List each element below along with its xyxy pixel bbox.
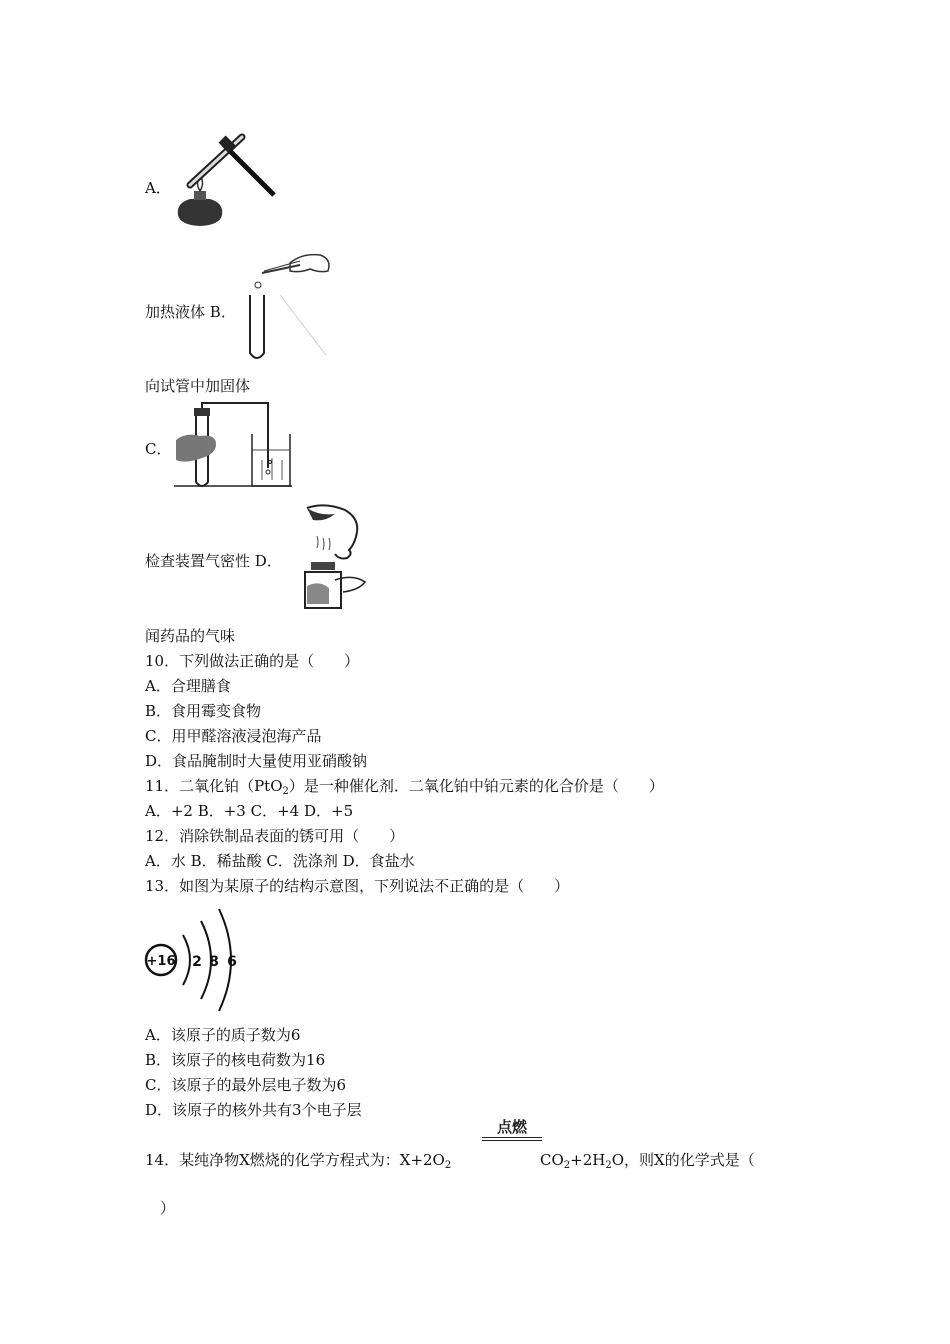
q12-options: A．水 B．稀盐酸 C．洗涤剂 D．食盐水 bbox=[145, 852, 415, 870]
q13-option-d: D．该原子的核外共有3个电子层 bbox=[145, 1101, 362, 1119]
q9-option-c-letter: C． bbox=[145, 440, 172, 458]
atom-nucleus-label: +16 bbox=[146, 954, 176, 969]
q9-option-d-caption: 闻药品的气味 bbox=[145, 627, 236, 645]
q14-h-sub: 2 bbox=[605, 1160, 612, 1171]
q11-stem-sub: 2 bbox=[282, 786, 289, 797]
q9-a-caption-b-letter bbox=[145, 302, 236, 322]
q9-option-a-caption: 加热液体 bbox=[145, 303, 206, 321]
q14-stem-before: 14．某纯净物X燃烧的化学方程式为：X+2O bbox=[145, 1151, 445, 1169]
atom-shell2-count: 8 bbox=[209, 954, 219, 970]
q14-stem-right bbox=[540, 1150, 755, 1176]
q11-options: A．+2 B．+3 C．+4 D．+5 bbox=[145, 802, 354, 820]
q10-option-a: A．合理膳食 bbox=[145, 677, 231, 695]
q10-option-b: B．食用霉变食物 bbox=[145, 702, 262, 720]
heating-liquid-figure bbox=[170, 125, 280, 235]
q9-option-d-letter: D． bbox=[254, 552, 282, 570]
q14-o2-sub: 2 bbox=[444, 1160, 452, 1171]
atom-structure-diagram bbox=[143, 905, 243, 1015]
q14-stem-left bbox=[145, 1150, 451, 1176]
q10-option-d: D．食品腌制时大量使用亚硝酸钠 bbox=[145, 752, 368, 770]
q9-option-b-letter: B． bbox=[209, 303, 236, 321]
equals-sign bbox=[482, 1137, 542, 1141]
q11-stem-before: 11．二氧化铂（PtO bbox=[145, 777, 283, 795]
q9-c-caption-d-letter bbox=[145, 551, 282, 571]
q10-option-c: C．用甲醛溶液浸泡海产品 bbox=[145, 727, 322, 745]
q9-option-a-letter: A． bbox=[145, 179, 171, 197]
q14-product-water: +2H bbox=[570, 1151, 606, 1169]
smelling-chemical-figure bbox=[295, 500, 370, 615]
q11-stem-after: ）是一种催化剂．二氧化铂中铂元素的化合价是（ ） bbox=[288, 777, 664, 795]
q10-stem: 10．下列做法正确的是（ ） bbox=[145, 652, 360, 670]
q9-option-c-caption: 检查装置气密性 bbox=[145, 552, 251, 570]
q11-stem bbox=[145, 776, 664, 802]
q14-close-paren: ） bbox=[160, 1199, 176, 1217]
q13-option-c: C．该原子的最外层电子数为6 bbox=[145, 1076, 347, 1094]
q13-stem: 13．如图为某原子的结构示意图，下列说法不正确的是（ ） bbox=[145, 877, 570, 895]
q13-option-a: A．该原子的质子数为6 bbox=[145, 1026, 301, 1044]
q14-stem-after: O，则X的化学式是（ bbox=[611, 1151, 755, 1169]
reaction-condition-label: 点燃 bbox=[496, 1118, 527, 1136]
atom-shell3-count: 6 bbox=[227, 954, 237, 970]
q14-co-sub: 2 bbox=[563, 1160, 571, 1171]
q9-option-b-caption: 向试管中加固体 bbox=[145, 377, 251, 395]
q14-product-co: CO bbox=[540, 1151, 564, 1169]
adding-solid-figure bbox=[240, 245, 340, 365]
atom-shell1-count: 2 bbox=[192, 954, 202, 970]
q13-option-b: B．该原子的核电荷数为16 bbox=[145, 1051, 326, 1069]
airtightness-check-figure bbox=[172, 398, 297, 490]
q12-stem: 12．消除铁制品表面的锈可用（ ） bbox=[145, 827, 405, 845]
reaction-condition bbox=[482, 1118, 542, 1141]
